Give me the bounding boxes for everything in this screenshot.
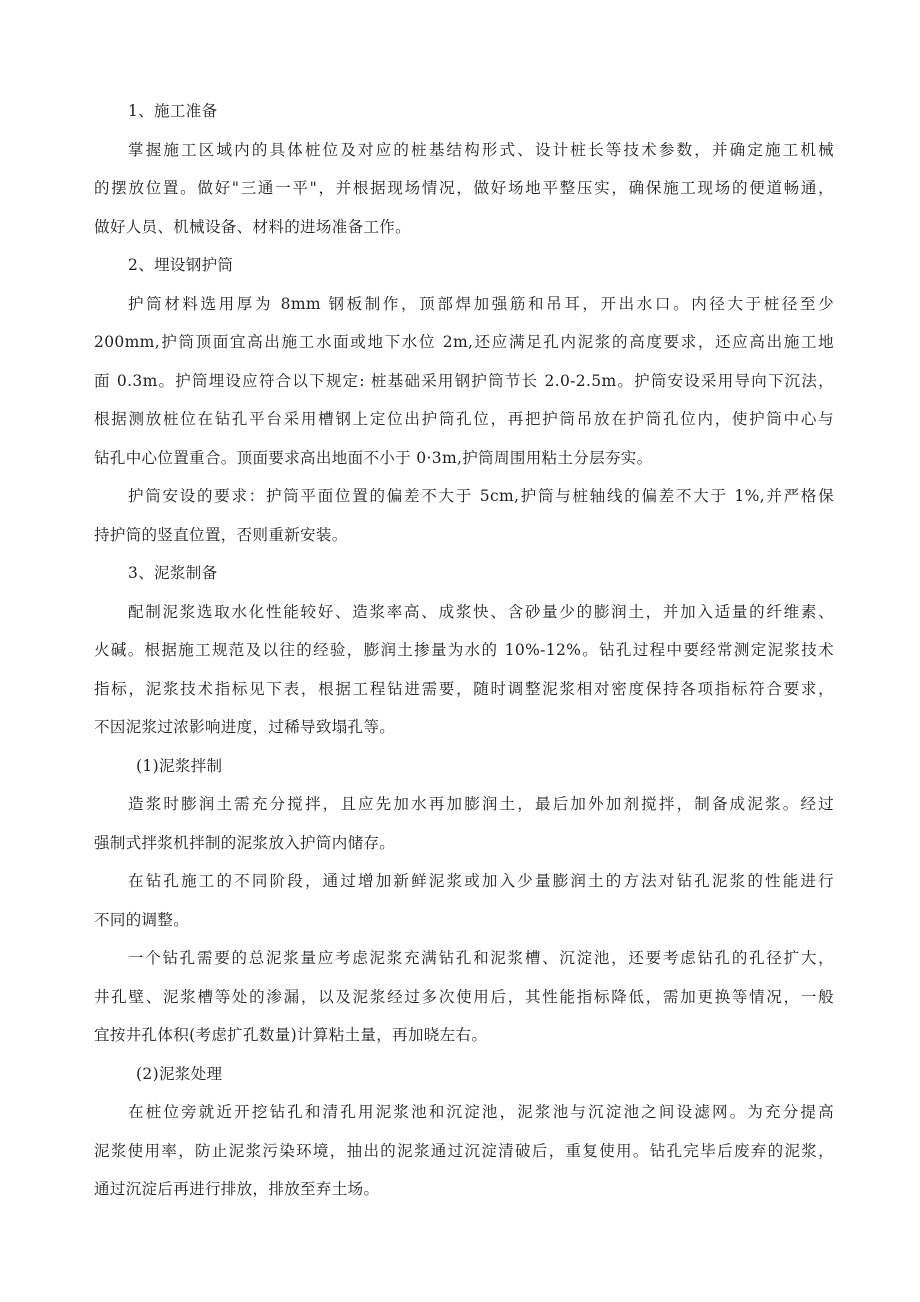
text-line: 一个钻孔需要的总泥浆量应考虑泥浆充满钻孔和泥浆槽、沉淀池，还要考虑钻孔的孔径扩大， [128, 949, 834, 967]
text-line: 在钻孔施工的不同阶段，通过增加新鲜泥浆或加入少量膨润土的方法对钻孔泥浆的性能进行 [128, 872, 834, 890]
text-line: 井孔壁、泥浆槽等处的渗漏，以及泥浆经过多次使用后，其性能指标降低，需加更换等情况，一般 [94, 987, 834, 1006]
paragraph [94, 477, 834, 554]
text-line: 强制式拌浆机拌制的泥浆放入护筒内储存。 [94, 833, 396, 852]
text-line: 做好人员、机械设备、材料的进场准备工作。 [94, 217, 412, 236]
text-line: 不因泥浆过浓影响进度，过稀导致塌孔等。 [94, 718, 396, 736]
paragraph [94, 785, 834, 862]
text-line: 钻孔中心位置重合。顶面要求高出地面不小于 0·3m,护筒周围用粘土分层夯实。 [94, 448, 653, 467]
text-line: 指标，泥浆技术指标见下表，根据工程钻进需要，随时调整泥浆相对密度保持各项指标符合要求， [94, 679, 834, 698]
section-heading: 2、埋设钢护筒 [128, 256, 234, 274]
text-line: 不同的调整。 [94, 910, 190, 929]
paragraph [94, 285, 834, 478]
text-line: 配制泥浆选取水化性能较好、造浆率高、成浆快、含砂量少的膨润土，并加入适量的纤维素、 [128, 602, 834, 621]
text-line: 的摆放位置。做好"三通一平"，并根据现场情况，做好场地平整压实，确保施工现场的便道畅通， [94, 179, 834, 197]
text-line: 造浆时膨润土需充分搅拌，且应先加水再加膨润土，最后加外加剂搅拌，制备成泥浆。经过 [128, 795, 834, 813]
text-line: 护筒安设的要求：护筒平面位置的偏差不大于 5cm,护筒与桩轴线的偏差不大于 1%,并严格保 [128, 487, 834, 505]
text-line: 火碱。根据施工规范及以往的经验，膨润土掺量为水的 10%-12%。钻孔过程中要经常测定泥浆技术 [94, 641, 834, 659]
text-line: 护筒材料选用厚为 8mm 钢板制作，顶部焊加强筋和吊耳，开出水口。内径大于桩径至少 [128, 294, 834, 313]
subsection-heading: (1)泥浆拌制 [136, 756, 223, 775]
paragraph [94, 862, 834, 939]
paragraph [94, 1093, 834, 1209]
text-line: 200mm,护筒顶面宜高出施工水面或地下水位 2m,还应满足孔内泥浆的高度要求，还应高出施工地 [94, 333, 834, 351]
section-heading: 3、泥浆制备 [128, 564, 218, 582]
document-body [94, 92, 834, 1209]
text-line: 泥浆使用率，防止泥浆污染环境，抽出的泥浆通过沉淀清破后，重复使用。钻孔完毕后废弃的泥浆， [94, 1141, 834, 1160]
text-line: 宜按井孔体积(考虑扩孔数量)计算粘土量，再加晓左右。 [94, 1026, 488, 1044]
section-heading: 1、施工准备 [128, 102, 218, 120]
paragraph [94, 939, 834, 1055]
text-line: 面 0.3m。护筒埋设应符合以下规定: 桩基础采用钢护筒节长 2.0-2.5m。护筒安设采用导向下沉法， [94, 371, 834, 390]
paragraph [94, 131, 834, 247]
text-line: 掌握施工区域内的具体桩位及对应的桩基结构形式、设计桩长等技术参数，并确定施工机械 [128, 140, 834, 159]
text-line: 通过沉淀后再进行排放，排放至弃土场。 [94, 1180, 380, 1198]
text-line: 在桩位旁就近开挖钻孔和清孔用泥浆池和沉淀池，泥浆池与沉淀池之间设滤网。为充分提高 [128, 1103, 834, 1121]
subsection-heading: (2)泥浆处理 [136, 1064, 223, 1083]
text-line: 根据测放桩位在钻孔平台采用槽钢上定位出护筒孔位，再把护筒吊放在护筒孔位内，使护筒中心与 [94, 410, 834, 428]
text-line: 持护筒的竖直位置，否则重新安装。 [94, 525, 348, 544]
paragraph [94, 593, 834, 747]
